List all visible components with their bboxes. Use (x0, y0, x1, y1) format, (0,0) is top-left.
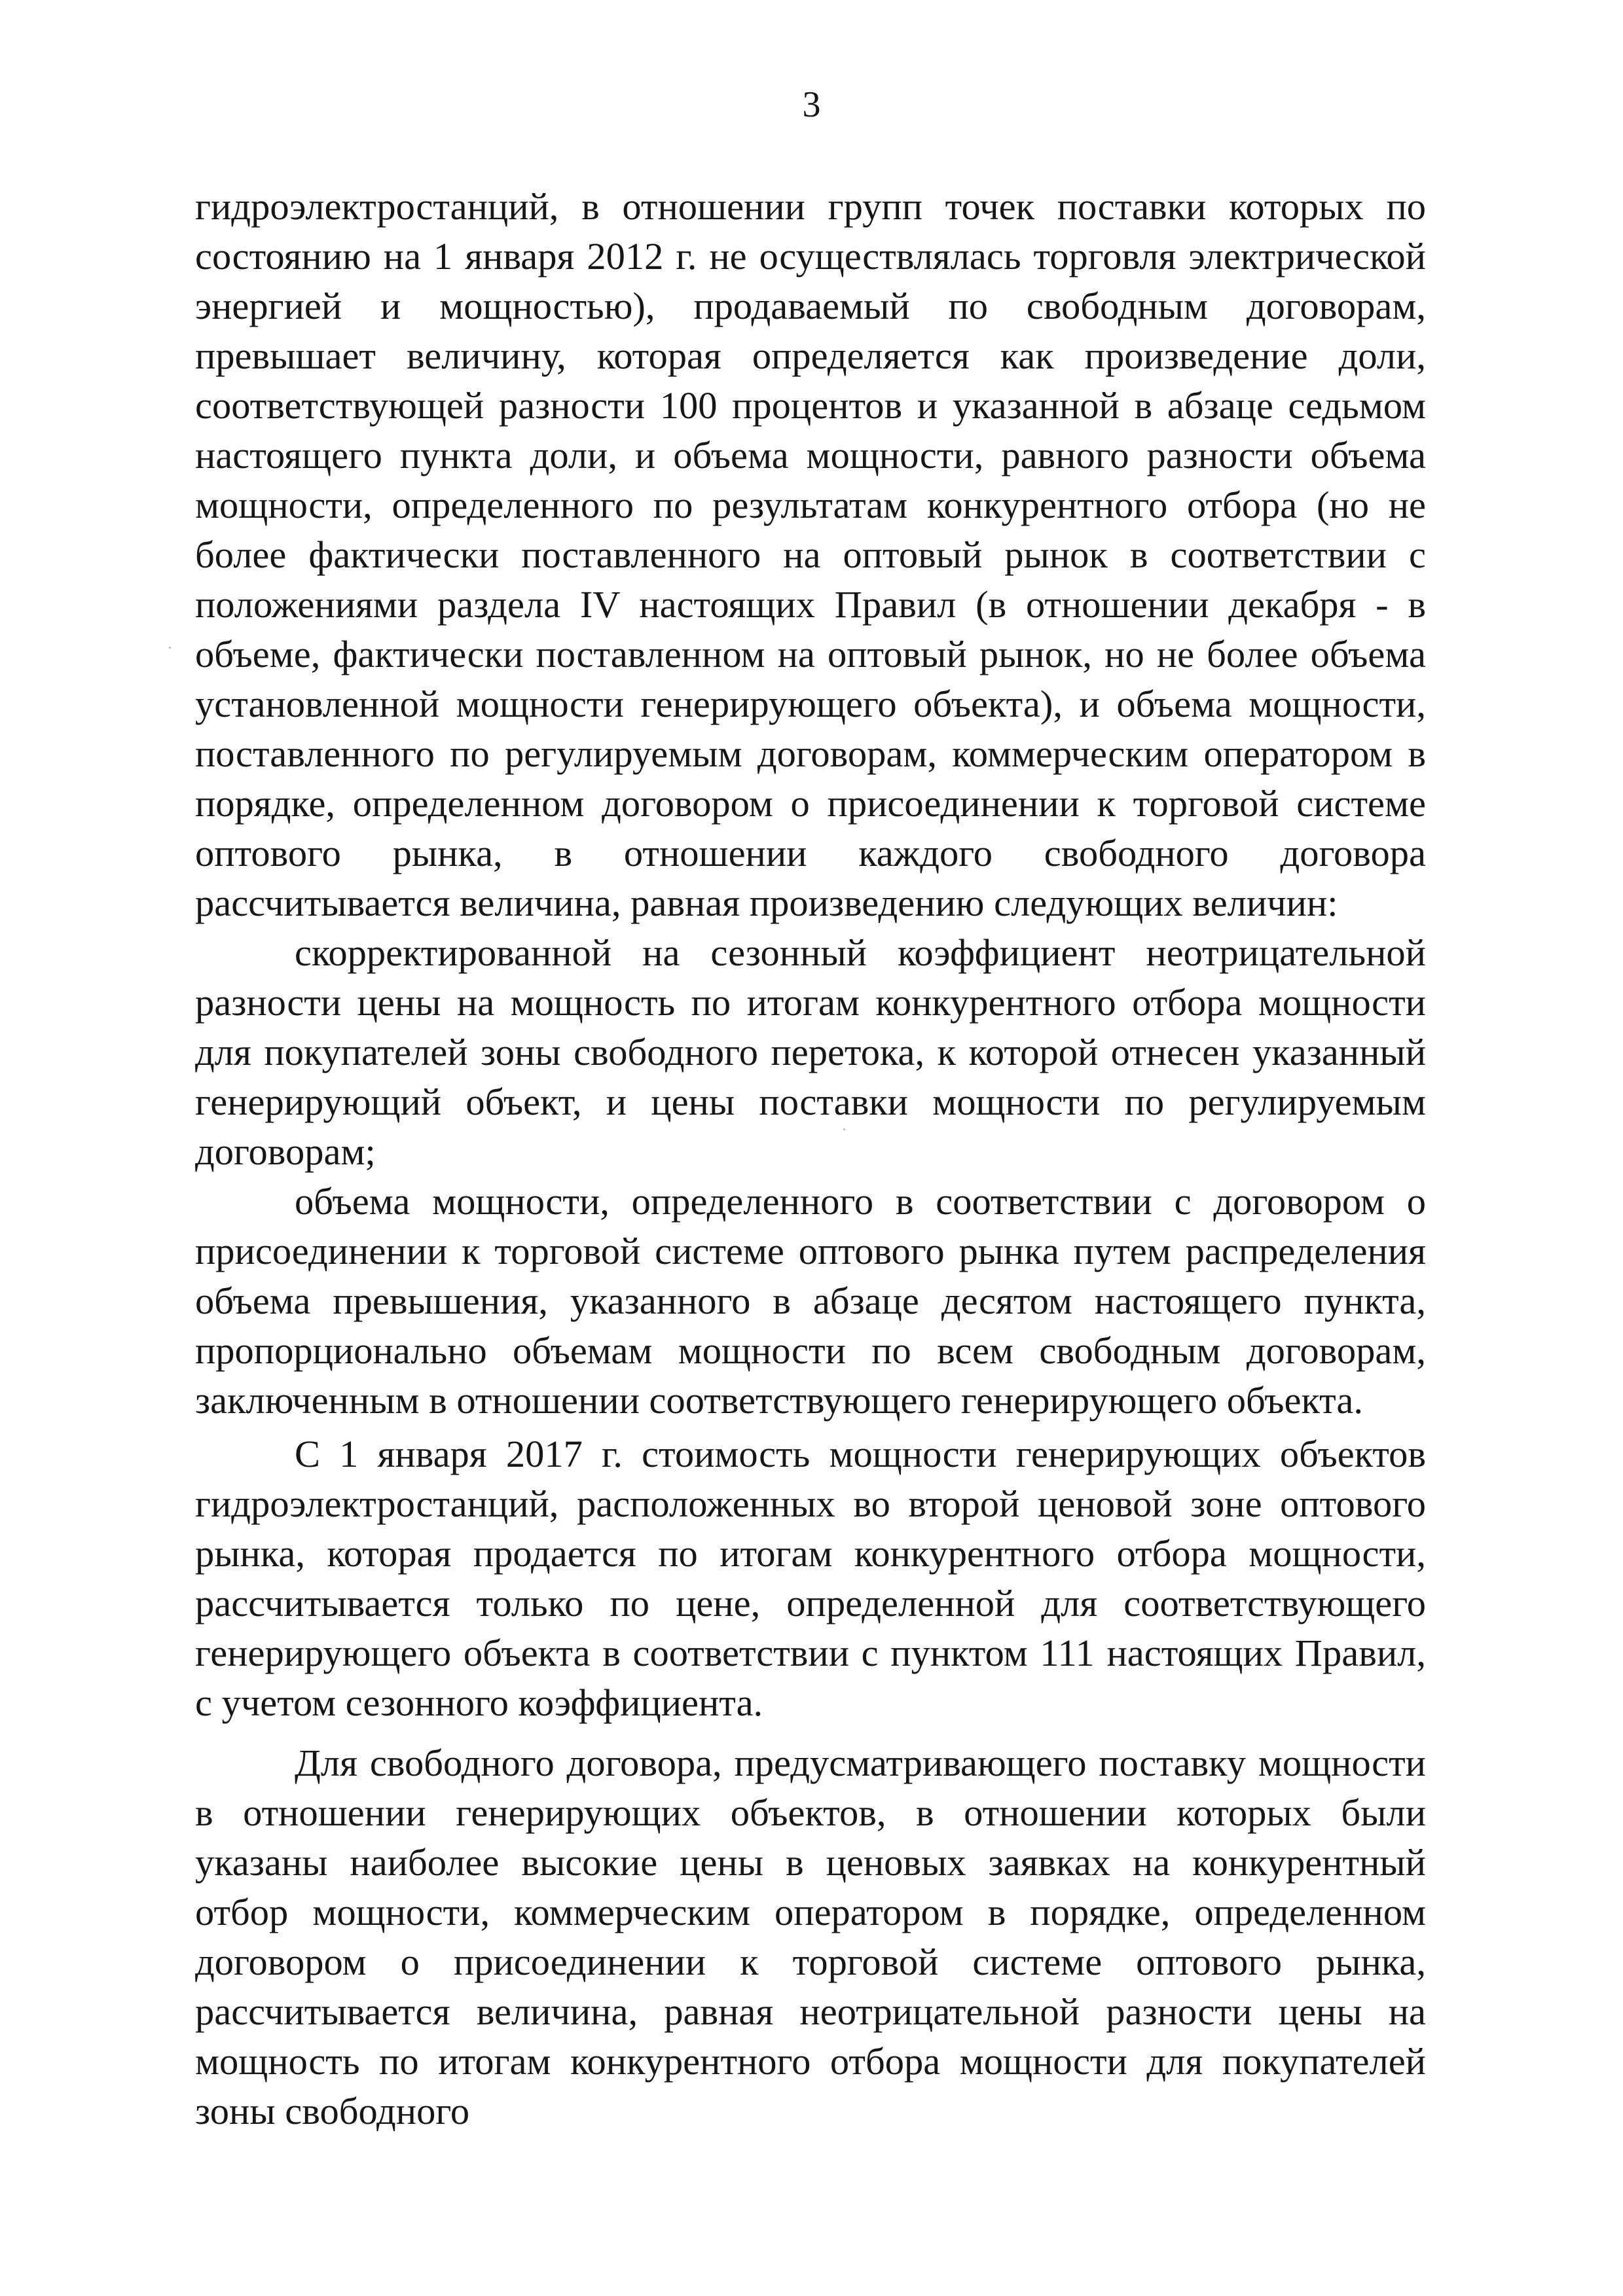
paragraph-capacity-volume: объема мощности, определенного в соответствии с договором о присоединении к торговой системе оптового рынка путем распределения объема превышения, указанного в абзаце десятом настоящего пункта, пропорционально объемам мощности по всем свободным договорам, заключенным в отношении соответствующего генерирующего объекта. (195, 1180, 1426, 1422)
scan-speck (169, 647, 171, 649)
paragraph-free-contract: Для свободного договора, предусматривающего поставку мощности в отношении генерирующих объектов, в отношении которых были указаны наиболее высокие цены в ценовых заявках на конкурентный отбор мощности, коммерческим оператором в порядке, определенном договором о присоединении к торговой системе оптового рынка, рассчитывается величина, равная неотрицательной разности цены на мощность по итогам конкурентного отбора мощности для покупателей зоны свободного (195, 1742, 1426, 2132)
paragraph-adjusted-price-difference: скорректированной на сезонный коэффициент неотрицательной разности цены на мощность по итогам конкурентного отбора мощности для покупателей зоны свободного перетока, к которой отнесен указанный генерирующий объект, и цены поставки мощности по регулируемым договорам; (195, 931, 1426, 1173)
scan-speck (843, 1128, 845, 1130)
page-number: 3 (802, 84, 821, 125)
paragraph-from-2017: С 1 января 2017 г. стоимость мощности генерирующих объектов гидроэлектростанций, расположенных во второй ценовой зоне оптового рынка, которая продается по итогам конкурентного отбора мощности, рассчитывается только по цене, определенной для соответствующего генерирующего объекта в соответствии с пунктом 111 настоящих Правил, с учетом сезонного коэффициента. (195, 1433, 1426, 1724)
document-body (195, 182, 1426, 2136)
paragraph-continuation: гидроэлектростанций, в отношении групп точек поставки которых по состоянию на 1 января 2012 г. не осуществлялась торговля электрической энергией и мощностью), продаваемый по свободным договорам, превышает величину, которая определяется как произведение доли, соответствующей разности 100 процентов и указанной в абзаце седьмом настоящего пункта доли, и объема мощности, равного разности объема мощности, определенного по результатам конкурентного отбора (но не более фактически поставленного на оптовый рынок в соответствии с положениями раздела IV настоящих Правил (в отношении декабря - в объеме, фактически поставленном на оптовый рынок, но не более объема установленной мощности генерирующего объекта), и объема мощности, поставленного по регулируемым договорам, коммерческим оператором в порядке, определенном договором о присоединении к торговой системе оптового рынка, в отношении каждого свободного договора рассчитывается величина, равная произведению следующих величин: (195, 185, 1426, 924)
